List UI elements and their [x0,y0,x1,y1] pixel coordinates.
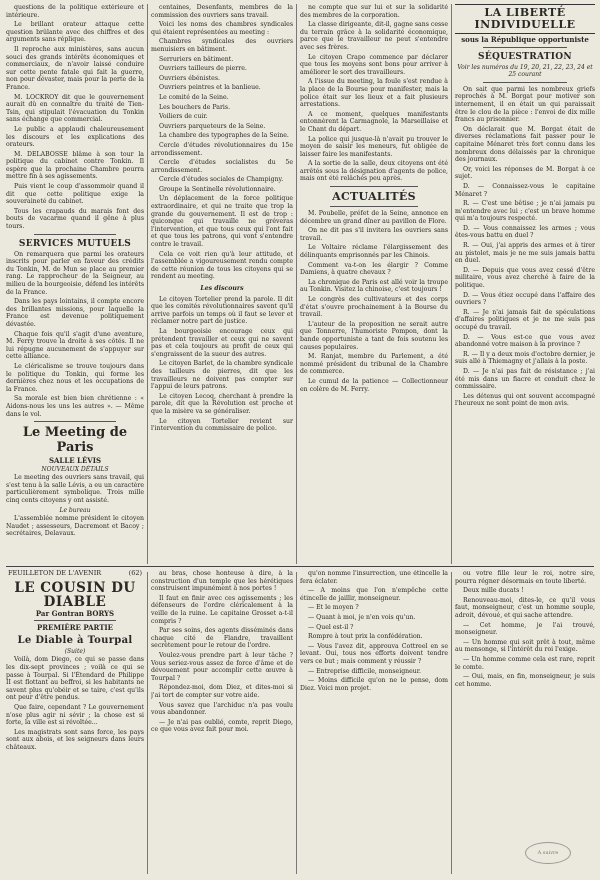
paragraph: Le citoyen Barlet, de la chambre syndicale des tailleurs de pierres, dit que les travailleurs ne doivent pas compter sur l'appui de leurs patrons. [151,360,293,391]
subheading-bureau: Le bureau [59,506,91,514]
section-heading-services: SERVICES MUTUELS [18,238,132,249]
paragraph: Un déplacement de la force politique extraordinaire, et qui ne traite que trop la grande du gouvernement. Il est de trop : quiconque qui travaille ne gréveras l'intervention, et que tous ceux qui l'ont fait et que tous les patrons, qui vont s'entendre contre le travail. [151,195,293,249]
paragraph: A ce moment, quelques manifestants entonnèrent la Carmagnole, la Marseillaise et le Chant du départ. [300,110,448,133]
a-suivre-stamp: A suivre [525,842,571,864]
paragraph: — Entreprise difficile, monseigneur. [308,667,422,675]
list-item: Chambres syndicales des ouvriers menuisiers en bâtiment. [151,38,293,53]
paragraph: On sait que parmi les nombreux griefs reprochés à M. Borgat pour motiver son internement, il en était un qui paraissait être le clou de la pièce : l'envoi de dix mille francs au prisonnier. [455,85,595,124]
feuilleton-number: (62) [128,570,142,577]
paragraph: Le public a applaudi chaleureusement les discours et les explications des orateurs. [6,125,144,149]
column-rule [296,572,297,874]
paragraph: D. — Je n'ai pas fait de résistance ; j'ai été mis dans un fiacre et conduit chez le commissaire. [455,367,595,391]
column-3 [300,4,448,564]
paragraph: — Quant à moi, je n'en vois qu'un. [308,613,416,621]
chapter-sub: (Suite) [64,647,86,655]
divider [34,234,117,235]
paragraph: — Je n'ai pas oublié, comte, reprit Diego, ce que vous avez fait pour moi. [151,718,293,734]
feuilleton-column-2 [151,570,293,874]
paragraph: D. — Depuis que vous avez cessé d'être militaire, vous avez cherché à faire de la politique. [455,266,595,290]
paragraph: D. — Connaissez-vous le capitaine Ménaret ? [455,182,595,198]
column-rule [296,4,297,564]
divider [483,82,567,83]
novel-author: Par Gontran BORYS [35,608,115,618]
column-rule [451,4,452,564]
list-item: Cercle d'études socialistes du 5e arrondissement. [151,159,293,174]
paragraph: Par ses soins, des agents disséminés dans chaque cité de Flandre, travaillent secrètement pour le retour de l'ordre. [151,627,293,650]
paragraph: Le cumul de la patience — Collectionneur en colère de M. Ferry. [300,377,448,393]
paragraph: A l'issue du meeting, la foule s'est rendue à la place de la Bourse pour manifester, mais la police était sur les lieux et a fait plusieurs arrestations. [300,78,448,109]
paragraph: ou votre fille leur le roi, notre sire, pourra régner désormais en toute liberté. [455,570,595,585]
paragraph: D. — Vous étiez occupé dans l'affaire des ouvriers ? [455,291,595,307]
column-rule [147,572,148,874]
list-item: Le comité de la Seine. [159,93,229,101]
paragraph: Que faire, cependant ? Le gouvernement n'ose plus agir ni sévir ; la chose est si forte, la ville est si révoltée... [6,703,144,727]
paragraph: Cela ce voit rien qu'à leur attitude, et l'assemblée a vigoureusement rendu compte de cette réunion de tous les citoyens qui se rendent au meeting. [151,250,293,281]
novel-title: LE COUSIN DU DIABLE [14,579,136,610]
paragraph: M. DELABOSSE blâme à son tour la politique du cabinet contre Tonkin. Il espère que la prochaine Chambre pourra mettre fin à ses agissements. [6,150,144,181]
paragraph: Voilà, dom Diego, ce qui se passe dans les dix-sept provinces ; voilà ce qui se passe à Tourpal. Si l'Étendard de Philippe II est flottant au beffroi, si les habitants ne savent plus qu'obéir et se taire, c'est qu'ils ont peur d'être pendus. [6,656,144,702]
meeting-subtitle-2: NOUVEAUX DÉTAILS [41,465,109,473]
paragraph: questions de la politique extérieure et intérieure. [6,4,144,19]
list-item: Voiliers de cuir. [159,113,208,121]
paragraph: — Oui, mais, en fin, monseigneur, je suis cet homme. [455,673,595,688]
column-4 [455,4,595,564]
column-rule [147,4,148,564]
paragraph: — Vous l'avez dit, approuva Cottreel en se levant. Oui, tous nos efforts doivent tendre vers ce but ; mais comment y réussir ? [300,642,448,665]
list-item: Cercle d'études révolutionnaires du 15e arrondissement. [151,141,293,157]
paragraph: qu'on nomme l'insurrection, une étincelle la fera éclater. [300,570,448,585]
paragraph: Répondez-moi, dom Diez, et dites-moi si j'ai tort de compter sur votre aide. [151,684,293,699]
masthead-subtitle: sous la République opportuniste [461,35,589,44]
list-item: Groupe la Sentinelle révolutionnaire. [159,185,276,193]
paragraph: Il reproche aux ministères, sans aucun souci des grands intérêts économiques et commerciaux, de n'avoir laissé conduire sur cette pente fatale qui fait la guerre, non pour dévaster, mais pour la perte de la France. [6,45,144,91]
paragraph: D. — Vous connaissez les armes ; vous êtes-vous battu en duel ? [455,224,595,240]
section-heading-sequestration: SÉQUESTRATION [478,51,572,62]
paragraph: Le citoyen Tortelier prend la parole. Il dit que les comités révolutionnaires savent qu'il arrive parfois un temps où il faut se lever et réclamer notre part de justice. [151,295,293,326]
paragraph: Le citoyen Tortelier revient sur l'intervention du commissaire de police. [151,417,293,433]
feuilleton-column-1 [6,570,144,874]
paragraph: Voici les noms des chambres syndicales qui étaient représentées au meeting : [151,21,293,36]
list-item: Ouvriers peintres et la banlieue. [159,84,261,92]
divider [483,47,567,48]
paragraph: La chronique de Paris est allé voir la troupe au Tonkin. Visitez la chinoise, c'est toujours ! [300,278,448,294]
feuilleton-header [6,570,144,578]
paragraph: Le meeting des ouvriers sans travail, qui s'est tenu à la salle Lévis, a eu un caractère particulièrement symbolique. Trois mille cinq cents citoyens y ont assisté. [6,474,144,505]
column-2 [151,4,293,564]
feuilleton-column-3 [300,570,448,874]
list-item: Ouvriers tailleurs de pierre. [159,65,247,73]
paragraph: Les détenus qui ont souvent accompagné l'heureux ne sont point de mon avis. [455,392,595,408]
paragraph: — Et le moyen ? [308,604,359,612]
section-masthead: LA LIBERTÉ INDIVIDUELLE [455,4,595,34]
divider [34,421,117,422]
paragraph: Les magistrats sont sans force, les pays sont aux abois, et les seigneurs dans leurs châteaux. [6,728,144,751]
issue-dates: Voir les numéros du 19, 20, 21, 22, 23, 24 et 25 courant [457,63,593,79]
paragraph: Comment va-t-on les élargir ? Comme Damiens, à quatre chevaux ? [300,261,448,277]
chapter-title: Le Diable à Tourpal [17,634,133,646]
list-item: La chambre des typographes de la Seine. [159,132,289,140]
paragraph: — Cet homme, je l'ai trouvé, monseigneur. [455,621,595,637]
paragraph: On ne dit pas s'il invitera les ouvriers sans travail. [300,227,448,242]
list-item: Ouvriers parqueteurs de la Seine. [159,122,266,130]
paragraph: La classe dirigeante, dit-il, gagne sans cesse du terrain grâce à la solidarité économique, parce que le travailleur ne peut s'entendre avec ses frères. [300,21,448,51]
section-heading-discours: Les discours [200,285,244,292]
paragraph: — Un homme comme cela est rare, reprit le comte. [455,655,595,671]
paragraph: M. Poubelle, préfet de la Seine, annonce en décembre un grand dîner au pavillon de Flore. [300,210,448,225]
divider [34,620,117,621]
paragraph: Deux mille ducats ! [463,587,524,595]
paragraph: La bourgeoisie encourage ceux qui prétendent travailler et ceux qui ne savent pas et cela toujours au profit de ceux qui s'engraissent de la sueur des autres. [151,327,293,358]
feuilleton-column-4 [455,570,595,874]
paragraph: Voulez-vous prendre part à leur tâche ? Vous seriez-vous assez de force d'âme et de dévouement pour accomplir cette œuvre à Tourpal ? [151,651,293,682]
paragraph: Le Voltaire réclame l'élargissement des délinquants emprisonnés par les Chinois. [300,244,448,260]
paragraph: Tous les crapauds du marais font des bouts de vacarme quand il gêne à plus tours. [6,207,144,231]
paragraph: A la sortie de la salle, deux citoyens ont été arrêtés sous la désignation d'agents de police, mais ont été relâchés peu après. [300,160,448,183]
paragraph: — Quel est-il ? [308,623,354,631]
paragraph: M. Ranjat, membre du Parlement, a été nommé président du tribunal de la Chambre de commerce. [300,353,448,376]
paragraph: Vous savez que l'archiduc n'a pas voulu vous abandonner. [151,701,293,717]
paragraph: Le citoyen Crapo commence par déclarer que tous les moyens sont bons pour arriver à améliorer le sort des travailleurs. [300,53,448,76]
paragraph: Le cléricalisme se trouve toujours dans le politique du Tonkin, qui forme les dernières chez nous et les occupations de la France. [6,362,144,393]
paragraph: Rompre à tout prix la confédération. [308,633,423,641]
paragraph: ne compte que sur lui et sur la solidarité des membres de la corporation. [300,4,448,19]
paragraph: L'assemblée nomme président le citoyen Naudet ; assesseurs, Dacremont et Bacoy ; secrétaires, Delavaux. [6,515,144,538]
paragraph: R. — Oui, j'ai appris des armes et à tirer au pistolet, mais je ne me suis jamais battu en duel. [455,242,595,265]
column-rule [451,572,452,874]
divider [330,186,419,187]
paragraph: Dans les pays lointains, il compte encore des brillantes missions, pour laquelle la France est devenue politiquement dévastée. [6,298,144,328]
feuilleton-label: FEUILLETON DE L'AVENIR [8,570,102,577]
meeting-subtitle: SALLE LÉVIS [48,456,102,466]
divider [330,206,419,207]
paragraph: R. — Je n'ai jamais fait de spéculations d'affaires politiques et je ne me suis pas occupé du travail. [455,308,595,331]
section-heading-meeting: Le Meeting de Paris [22,425,128,456]
novel-part: PREMIÈRE PARTIE [36,623,114,633]
list-item: Ouvriers ébénistes. [159,74,220,82]
paragraph: Le congrès des cultivateurs et des corps d'état s'ouvre prochainement à la Bourse du travail. [300,296,448,319]
paragraph: Le brillant orateur attaque cette question brûlante avec des chiffres et des arguments sans réplique. [6,21,144,44]
paragraph: Puis vient le coup d'assommoir quand il dit que cette politique exige la souveraineté du cabinet. [6,183,144,206]
paragraph: M. LOCKROY dit que le gouvernement aurait dû en connaître du traité de Tien-Tsin, qui stipulait l'évacuation du Tonkin sans échange que commercial. [6,93,144,124]
paragraph: — A moins que l'on n'empêche cette étincelle de jaillir, monseigneur. [300,587,448,602]
paragraph: D. — Vous est-ce que vous avez abandonné votre maison à la province ? [455,333,595,349]
paragraph: — Moins difficile qu'on ne le pense, dom Diez. Voici mon projet. [300,677,448,692]
list-item: Serruriers en bâtiment. [159,55,234,63]
paragraph: Sa morale est bien bien chrétienne : « Aidons-nous les uns les autres ». — Même dans le vol. [6,395,144,418]
paragraph: centaines, Desenfants, membres de la commission des ouvriers sans travail. [151,4,293,19]
paragraph: R. — C'est une bêtise ; je n'ai jamais pu m'entendre avec lui ; c'est un brave homme qui m'a toujours respecté. [455,200,595,223]
paragraph: Renouveau-moi, dites-le, ce qu'il vous faut, monseigneur, c'est un homme souple, adroit, dévoué, et qui sache attendre. [455,596,595,619]
paragraph: On remarquera que parmi les orateurs inscrits pour parler en faveur des crédits du Tonkin, M. de Mun se place au premier rang. Le rapprocheur de la Seigneur, au milieu de la bourgeoisie, défend les intérêts de la France. [6,250,144,296]
column-1 [6,4,144,564]
list-item: Les bouchers de Paris. [159,103,231,111]
paragraph: Chaque fois qu'il s'agit d'une aventure, M. Ferry trouve la droite à ses côtés. Il ne lui répugne aucunement de s'appuyer sur cette alliance. [6,330,144,361]
paragraph: — Un homme qui soit prêt à tout, même au mensonge, si l'intérêt du roi l'exige. [455,638,595,654]
paragraph: On déclarait que M. Borgat était de diverses réclamations fait passer pour le capitaine Ménaret très fort connu dans les nombreux dons délaissés par la chronique des journaux. [455,125,595,164]
paragraph: Or, voici les réponses de M. Borgat à ce sujet. [455,165,595,181]
paragraph: Il faut en finir avec ces agissements ; les défenseurs de l'ordre cléricalement à la veille de la ruine. Le capitaine Grosset a-t-il compris ? [151,594,293,625]
paragraph: L'auteur de la proposition ne serait autre que Tonnerre, l'humoriste Pompon, dont la bande opportuniste a tant de fois soutenu les causes populaires. [300,320,448,351]
section-heading-actualites: ACTUALITÉS [332,190,416,204]
paragraph: au bras, chose honteuse à dire, à la construction d'un temple que les hérétiques construisent impunément à nos portes ! [151,570,293,593]
paragraph: La police qui jusque-là n'avait pu trouver le moyen de saisir les meneurs, fut obligée de laisser faire les manifestants. [300,135,448,158]
list-item: Cercle d'études sociales de Champigny. [159,176,284,184]
feuilleton-separator [6,566,594,567]
paragraph: Le citoyen Lecoq, cherchant à prendre la parole, dit que la Révolution est proche et que la misère va se généraliser. [151,392,293,415]
paragraph: R. — Il y a deux mois d'octobre dernier, je suis allé à Thiemagny et j'allais à la poste. [455,350,595,366]
